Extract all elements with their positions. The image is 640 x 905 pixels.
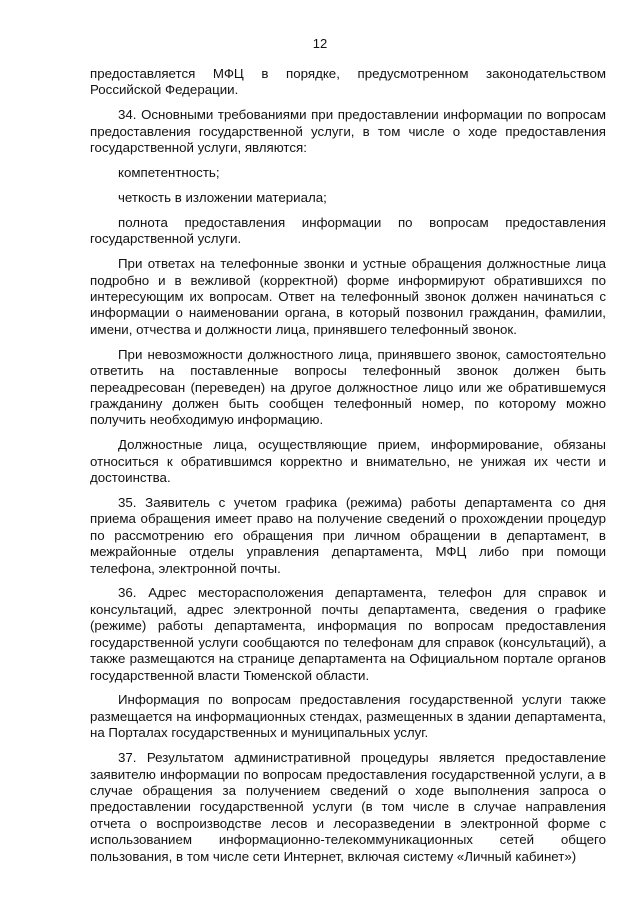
document-body: [90, 66, 606, 873]
paragraph-call-redirect: При невозможности должностного лица, принявшего звонок, самостоятельно ответить на поставленные вопросы телефонный звонок должен быть переадресован (переведен) на другое должностное лицо или же обратившемуся гражданину должен быть сообщен телефонный номер, по которому можно получить необходимую информацию.: [90, 346, 606, 428]
paragraph-phone-answers: При ответах на телефонные звонки и устные обращения должностные лица подробно и в вежливой (корректной) форме информируют обратившихся по интересующим их вопросам. Ответ на телефонный звонок должен начинаться с информации о наименовании органа, в который позвонил гражданин, фамилии, имени, отчества и должности лица, принявшего телефонный звонок.: [90, 256, 606, 337]
paragraph-37: 37. Результатом административной процедуры является предоставление заявителю информации по вопросам предоставления государственной услуги, а в случае обращения за получением сведений о ходе выполнения запроса о предоставлении государственной услуги (в том числе в случае направления отчета о воспроизводстве лесов и лесоразведении в электронной форме с использованием информационно-телекоммуникационных сетей общего пользования, в том числе сети Интернет, включая систему «Личный кабинет»): [90, 750, 606, 864]
paragraph-34: 34. Основными требованиями при предоставлении информации по вопросам предоставления государственной услуги, в том числе о ходе предоставления государственной услуги, являются:: [90, 107, 606, 156]
paragraph-36: 36. Адрес месторасположения департамента, телефон для справок и консультаций, адрес электронной почты департамента, сведения о графике (режиме) работы департамента, информация по вопросам предоставления государственной услуги сообщаются по телефонам для справок (консультаций), а также размещаются на странице департамента на Официальном портале органов государственной власти Тюменской области.: [90, 585, 606, 683]
requirement-item: компетентность;: [118, 165, 220, 181]
requirement-item: полнота предоставления информации по вопросам предоставления государственной услуги.: [90, 214, 606, 247]
paragraph-officials-conduct: Должностные лица, осуществляющие прием, информирование, обязаны относиться к обратившимся корректно и внимательно, не унижая их чести и достоинства.: [90, 437, 606, 486]
requirement-item: четкость в изложении материала;: [118, 189, 327, 205]
paragraph-continuation: предоставляется МФЦ в порядке, предусмотренном законодательством Российской Федерации.: [90, 66, 606, 98]
paragraph-info-stands: Информация по вопросам предоставления государственной услуги также размещается на информационных стендах, размещенных в здании департамента, на Порталах государственных и муниципальных услуг.: [90, 692, 606, 741]
page-number: 12: [312, 36, 328, 51]
paragraph-35: 35. Заявитель с учетом графика (режима) работы департамента со дня приема обращения имеет право на получение сведений о прохождении процедур по рассмотрению его обращения при личном обращении в департамент, в межрайонные отделы управления департамента, МФЦ либо при помощи телефона, электронной почты.: [90, 494, 606, 576]
